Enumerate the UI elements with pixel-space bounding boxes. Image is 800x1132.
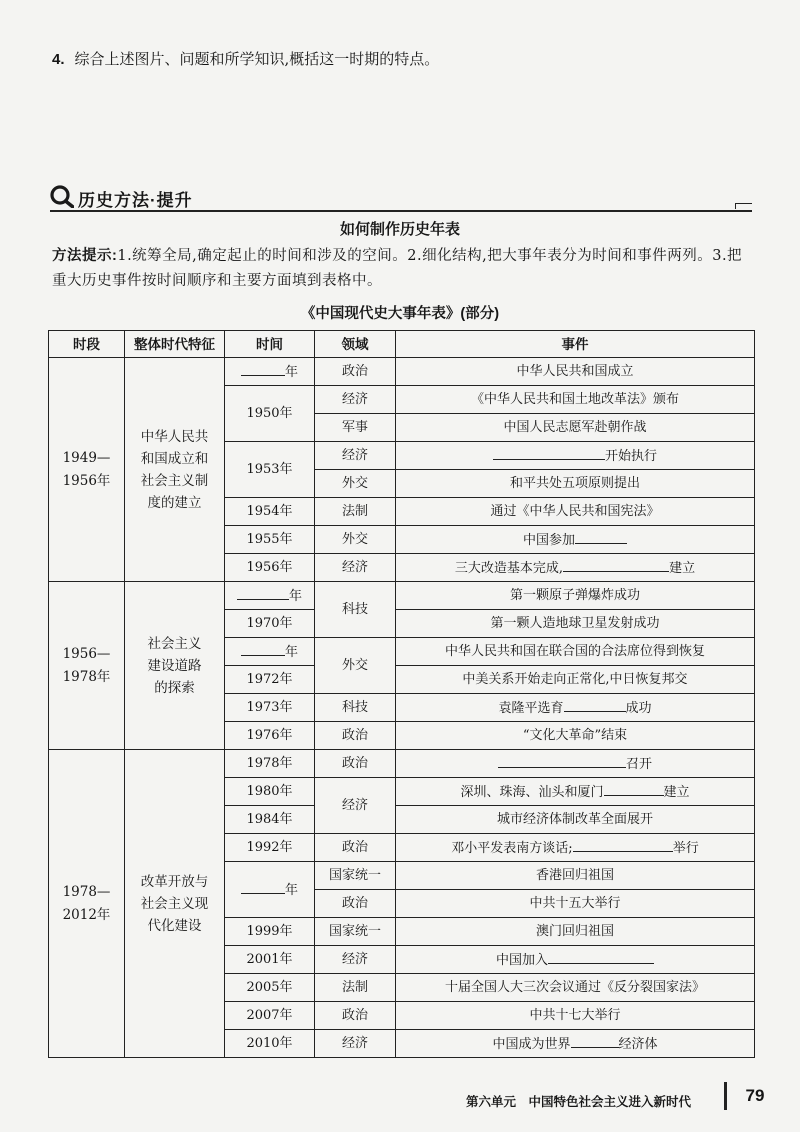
feature-cell <box>125 750 225 1058</box>
feature-line: 的探索 <box>154 679 195 696</box>
feature-line: 社会主义制 <box>140 472 209 489</box>
blank-field[interactable] <box>241 880 285 894</box>
blank-field[interactable] <box>604 782 664 796</box>
event-cell: 香港回归祖国 <box>396 862 755 890</box>
time-cell: 1954年 <box>225 498 315 526</box>
feature-line: 改革开放与 <box>140 873 209 890</box>
period-start: 1978— <box>62 883 111 900</box>
event-cell <box>396 946 755 974</box>
feature-line: 社会主义现 <box>140 895 209 912</box>
table-title: 《中国现代史大事年表》(部分) <box>300 306 500 322</box>
event-cell <box>396 694 755 722</box>
field-cell: 法制 <box>315 974 396 1002</box>
field-cell: 经济 <box>315 1030 396 1058</box>
time-suffix: 年 <box>284 645 298 660</box>
field-cell: 经济 <box>315 386 396 414</box>
time-cell: 1976年 <box>225 722 315 750</box>
header-feature: 整体时代特征 <box>125 331 225 358</box>
method-text: 1.统筹全局,确定起止的时间和涉及的空间。2.细化结构,把大事年表分为时间和事件两列。3.把重大历史事件按时间顺序和主要方面填到表格中。 <box>52 248 743 289</box>
section-rule <box>50 210 752 212</box>
field-cell: 经济 <box>315 946 396 974</box>
event-cell: 第一颗原子弹爆炸成功 <box>396 582 755 610</box>
event-text: 三大改造基本完成, <box>454 561 564 576</box>
event-text: 举行 <box>672 841 699 856</box>
time-cell: 2007年 <box>225 1002 315 1030</box>
field-cell: 外交 <box>315 526 396 554</box>
time-cell: 1950年 <box>225 386 315 442</box>
blank-field[interactable] <box>498 754 626 768</box>
header-field: 领域 <box>315 331 396 358</box>
field-cell: 外交 <box>315 638 396 694</box>
event-text: 中国参加 <box>522 533 575 548</box>
blank-field[interactable] <box>548 950 654 964</box>
time-cell <box>225 582 315 610</box>
chronology-table <box>48 330 755 1058</box>
section-rule-end <box>735 203 752 209</box>
event-cell: 中共十七大举行 <box>396 1002 755 1030</box>
field-cell: 外交 <box>315 470 396 498</box>
event-cell: 十届全国人大三次会议通过《反分裂国家法》 <box>396 974 755 1002</box>
event-cell: 城市经济体制改革全面展开 <box>396 806 755 834</box>
event-cell <box>396 778 755 806</box>
event-text: 中国加入 <box>495 953 548 968</box>
time-suffix: 年 <box>284 365 298 380</box>
blank-field[interactable] <box>563 558 669 572</box>
period-cell <box>49 582 125 750</box>
field-cell: 科技 <box>315 582 396 638</box>
question-number: 4. <box>52 51 65 68</box>
question-4 <box>52 48 439 69</box>
time-cell <box>225 638 315 666</box>
header-time: 时间 <box>225 331 315 358</box>
event-text: 建立 <box>663 785 690 800</box>
event-text: 深圳、珠海、汕头和厦门 <box>460 785 604 800</box>
feature-line: 代化建设 <box>147 917 202 934</box>
field-cell: 军事 <box>315 414 396 442</box>
time-cell: 1978年 <box>225 750 315 778</box>
event-cell <box>396 834 755 862</box>
feature-line: 建设道路 <box>147 657 202 674</box>
feature-line: 度的建立 <box>147 494 202 511</box>
time-cell: 2001年 <box>225 946 315 974</box>
header-period: 时段 <box>49 331 125 358</box>
time-suffix: 年 <box>284 883 298 898</box>
field-cell: 国家统一 <box>315 918 396 946</box>
time-cell: 1955年 <box>225 526 315 554</box>
field-cell: 政治 <box>315 1002 396 1030</box>
field-cell: 经济 <box>315 442 396 470</box>
blank-field[interactable] <box>241 362 285 376</box>
magnifier-icon <box>50 184 74 208</box>
section-header <box>50 184 752 212</box>
event-text: 袁隆平选育 <box>498 701 564 716</box>
field-cell: 法制 <box>315 498 396 526</box>
section-title: 历史方法·提升 <box>78 191 193 210</box>
event-text: 召开 <box>625 757 652 772</box>
event-text: 建立 <box>669 561 696 576</box>
field-cell: 政治 <box>315 890 396 918</box>
blank-field[interactable] <box>564 698 626 712</box>
event-text: 成功 <box>625 701 652 716</box>
period-start: 1956— <box>62 645 111 662</box>
blank-field[interactable] <box>573 838 673 852</box>
table-header-row <box>49 331 755 358</box>
field-cell: 政治 <box>315 358 396 386</box>
field-cell: 科技 <box>315 694 396 722</box>
event-text: 经济体 <box>618 1037 658 1052</box>
method-lead: 方法提示: <box>52 248 118 264</box>
blank-field[interactable] <box>571 1034 619 1048</box>
field-cell: 政治 <box>315 750 396 778</box>
question-text: 综合上述图片、问题和所学知识,概括这一时期的特点。 <box>74 50 440 68</box>
time-cell: 2010年 <box>225 1030 315 1058</box>
event-cell: 中国人民志愿军赴朝作战 <box>396 414 755 442</box>
period-end: 1956年 <box>62 472 111 489</box>
event-cell: 中共十五大举行 <box>396 890 755 918</box>
blank-field[interactable] <box>575 530 627 544</box>
event-cell <box>396 554 755 582</box>
period-start: 1949— <box>62 449 111 466</box>
time-suffix: 年 <box>288 589 302 604</box>
time-cell: 1972年 <box>225 666 315 694</box>
blank-field[interactable] <box>237 586 289 600</box>
blank-field[interactable] <box>241 642 285 656</box>
event-cell: 中华人民共和国在联合国的合法席位得到恢复 <box>396 638 755 666</box>
event-text: 邓小平发表南方谈话; <box>451 841 573 856</box>
period-cell <box>49 358 125 582</box>
feature-line: 社会主义 <box>147 635 202 652</box>
period-end: 2012年 <box>62 906 111 923</box>
time-cell: 1980年 <box>225 778 315 806</box>
event-text: 中国成为世界 <box>492 1037 571 1052</box>
event-cell: 中华人民共和国成立 <box>396 358 755 386</box>
method-title: 如何制作历史年表 <box>339 221 460 238</box>
time-cell: 2005年 <box>225 974 315 1002</box>
event-cell <box>396 1030 755 1058</box>
feature-cell <box>125 358 225 582</box>
event-cell: 《中华人民共和国土地改革法》颁布 <box>396 386 755 414</box>
time-cell: 1956年 <box>225 554 315 582</box>
time-cell <box>225 358 315 386</box>
field-cell: 政治 <box>315 722 396 750</box>
time-cell <box>225 862 315 918</box>
event-cell: 中美关系开始走向正常化,中日恢复邦交 <box>396 666 755 694</box>
event-text: 开始执行 <box>604 449 657 464</box>
feature-cell <box>125 582 225 750</box>
table-row <box>49 358 755 386</box>
time-cell: 1999年 <box>225 918 315 946</box>
page-number: 79 <box>724 1082 783 1110</box>
header-event: 事件 <box>396 331 755 358</box>
blank-field[interactable] <box>493 446 605 460</box>
time-cell: 1992年 <box>225 834 315 862</box>
period-cell <box>49 750 125 1058</box>
event-cell: 通过《中华人民共和国宪法》 <box>396 498 755 526</box>
feature-line: 中华人民共 <box>140 428 209 445</box>
time-cell: 1970年 <box>225 610 315 638</box>
event-cell: 第一颗人造地球卫星发射成功 <box>396 610 755 638</box>
table-row <box>49 750 755 778</box>
field-cell: 经济 <box>315 554 396 582</box>
time-cell: 1953年 <box>225 442 315 498</box>
period-end: 1978年 <box>62 668 111 685</box>
field-cell: 政治 <box>315 834 396 862</box>
feature-line: 和国成立和 <box>140 450 209 467</box>
event-cell <box>396 750 755 778</box>
unit-footer: 第六单元 中国特色社会主义进入新时代 <box>466 1095 692 1109</box>
event-cell <box>396 526 755 554</box>
event-cell: “文化大革命”结束 <box>396 722 755 750</box>
event-cell: 澳门回归祖国 <box>396 918 755 946</box>
time-cell: 1973年 <box>225 694 315 722</box>
field-cell: 经济 <box>315 778 396 834</box>
table-row <box>49 582 755 610</box>
time-cell: 1984年 <box>225 806 315 834</box>
event-cell: 和平共处五项原则提出 <box>396 470 755 498</box>
field-cell: 国家统一 <box>315 862 396 890</box>
event-cell <box>396 442 755 470</box>
method-tips <box>52 244 752 294</box>
